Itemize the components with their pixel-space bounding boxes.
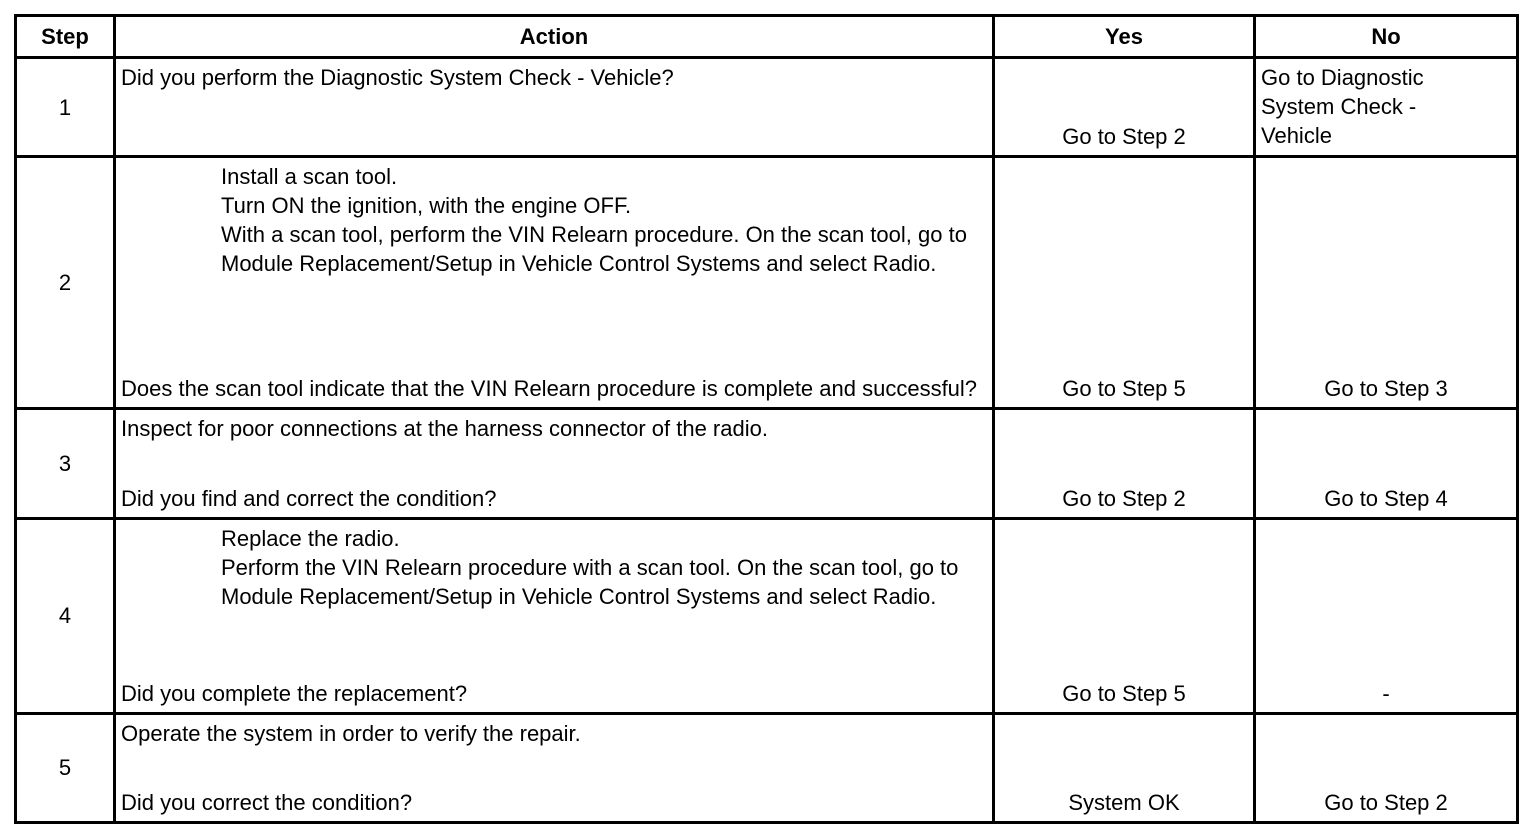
- table-row: [16, 713, 1518, 822]
- instruction-line: Replace the radio.: [221, 525, 400, 551]
- no-result: Go to Step 2: [1255, 713, 1518, 822]
- action-question: Did you complete the replacement?: [121, 680, 468, 706]
- yes-result: Go to Step 5: [994, 157, 1255, 409]
- instruction-line: With a scan tool, perform the VIN Relearn procedure. On the scan tool, go to Module Replacement/Setup in Vehicle Control Systems and select Radio.: [221, 222, 967, 277]
- yes-result: Go to Step 2: [994, 58, 1255, 157]
- action-question: Does the scan tool indicate that the VIN Relearn procedure is complete and successful?: [121, 376, 978, 402]
- table-header-row: [16, 16, 1518, 58]
- header-action: Action: [115, 16, 994, 58]
- action-cell: [115, 409, 994, 518]
- action-instructions: [121, 158, 986, 278]
- action-question: Did you correct the condition?: [121, 790, 413, 815]
- instruction-line: Install a scan tool.: [221, 164, 398, 190]
- action-instructions: Inspect for poor connections at the harness connector of the radio.: [121, 416, 768, 442]
- diagnostic-table: [14, 14, 1519, 824]
- action-cell: [115, 58, 994, 157]
- action-cell: [115, 518, 994, 713]
- header-no: No: [1255, 16, 1518, 58]
- header-step: Step: [16, 16, 115, 58]
- header-yes: Yes: [994, 16, 1255, 58]
- table-row: [16, 518, 1518, 713]
- step-number: 2: [16, 157, 115, 409]
- table-row: [16, 157, 1518, 409]
- action-question: Did you find and correct the condition?: [121, 485, 497, 511]
- no-result: Go to Step 3: [1255, 157, 1518, 409]
- instruction-line: Turn ON the ignition, with the engine OFF.: [221, 193, 632, 219]
- step-number: 4: [16, 518, 115, 713]
- no-result-text: Go to Diagnostic System Check - Vehicle: [1261, 65, 1424, 149]
- action-cell: [115, 713, 994, 822]
- step-number: 1: [16, 58, 115, 157]
- action-instructions: Operate the system in order to verify the repair.: [121, 720, 581, 746]
- step-number: 5: [16, 713, 115, 822]
- table-row: [16, 58, 1518, 157]
- no-result: Go to Step 4: [1255, 409, 1518, 518]
- yes-result: System OK: [994, 713, 1255, 822]
- yes-result: Go to Step 2: [994, 409, 1255, 518]
- no-result: -: [1255, 518, 1518, 713]
- action-cell: [115, 157, 994, 409]
- step-number: 3: [16, 409, 115, 518]
- yes-result: Go to Step 5: [994, 518, 1255, 713]
- action-instructions: [121, 520, 986, 611]
- instruction-line: Perform the VIN Relearn procedure with a scan tool. On the scan tool, go to Module Replacement/Setup in Vehicle Control Systems and select Radio.: [221, 554, 959, 609]
- no-result: [1255, 58, 1518, 157]
- table-row: [16, 409, 1518, 518]
- action-question: Did you perform the Diagnostic System Check - Vehicle?: [121, 65, 674, 91]
